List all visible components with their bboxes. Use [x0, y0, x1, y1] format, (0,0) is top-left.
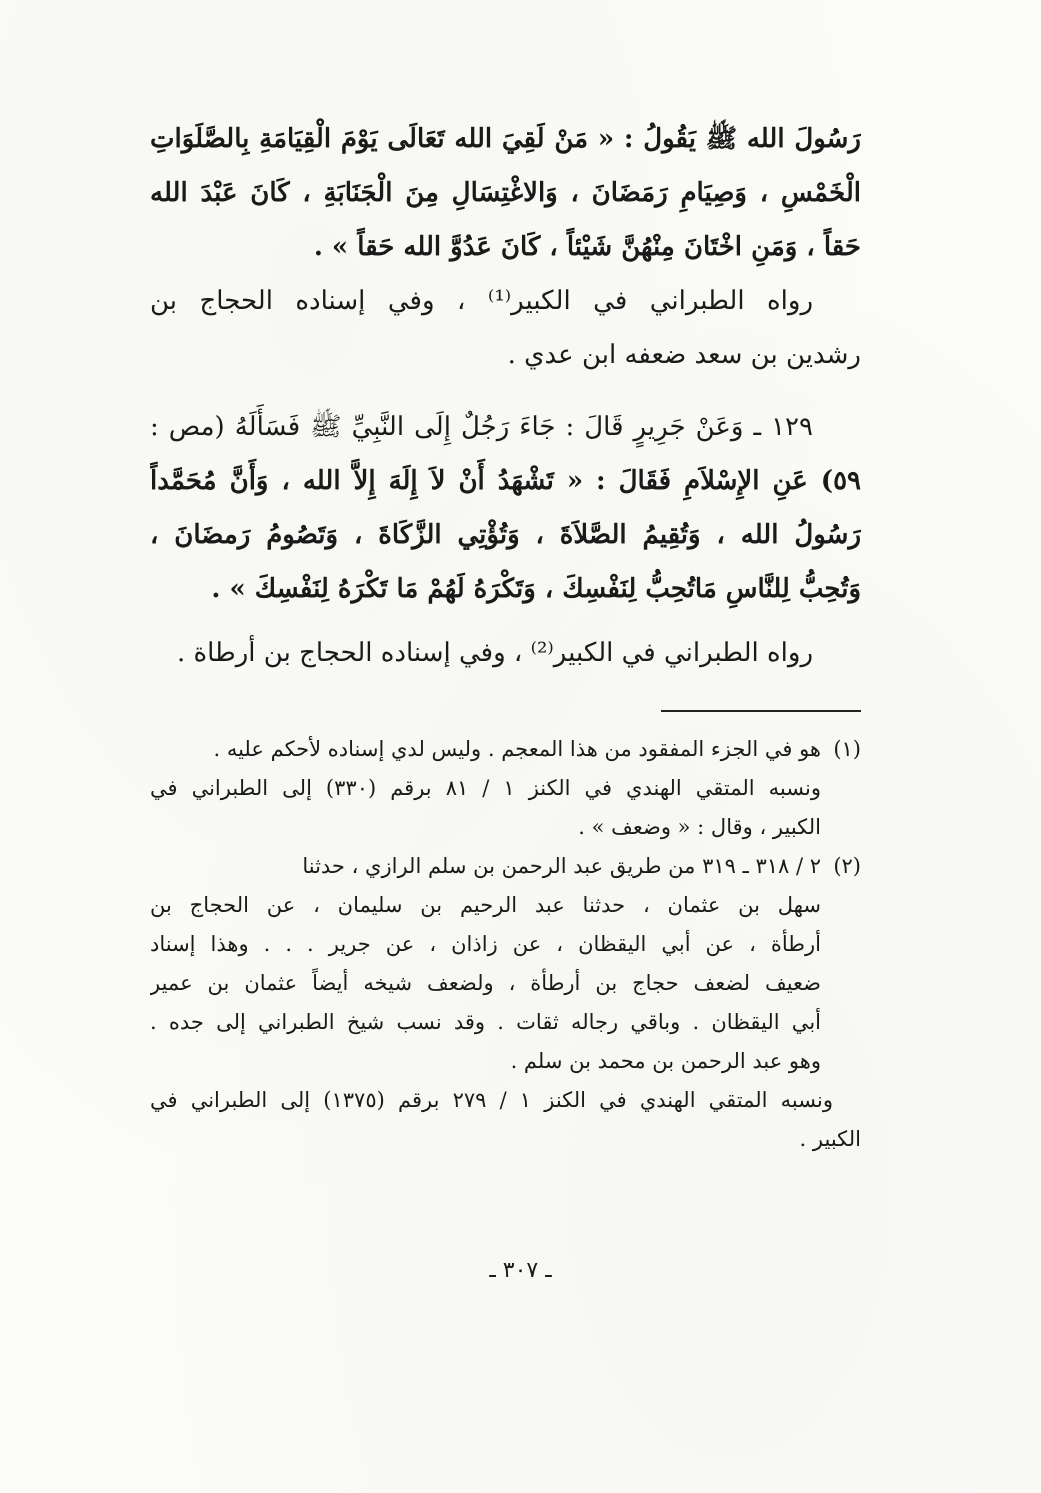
hadith-129	[150, 400, 861, 616]
footnote-line: أبي اليقظان . وباقي رجاله ثقات . وقد نسب شيخ الطبراني إلى جده .	[150, 1010, 821, 1034]
footnote-marker: (٢)	[833, 854, 861, 878]
footnote-line: أرطأة ، عن أبي اليقظان ، عن زاذان ، عن جرير . . . وهذا إسناد	[150, 932, 821, 956]
text-line: رَسُولُ الله ، وَتُقِيمُ الصَّلاَةَ ، وَتُؤْتِي الزَّكَاةَ ، وَتَصُومُ رَمضَانَ ،	[150, 520, 861, 550]
footnote-line: ونسبه المتقي الهندي في الكنز ١ / ٢٧٩ برقم (١٣٧٥) إلى الطبراني في	[150, 1088, 833, 1112]
footnotes	[150, 730, 861, 1159]
footnote-line: سهل بن عثمان ، حدثنا عبد الرحيم بن سليمان ، عن الحجاج بن	[150, 893, 821, 917]
footnote-line: ونسبه المتقي الهندي في الكنز ١ / ٨١ برقم (٣٣٠) إلى الطبراني في	[150, 776, 821, 800]
footnote-2	[150, 847, 861, 1159]
paragraph-spacer	[150, 616, 861, 626]
text-line: الْخَمْسِ ، وَصِيَامِ رَمَضَانَ ، وَالاغْتِسَالِ مِنَ الْجَنَابَةِ ، كَانَ عَبْدَ الله	[150, 178, 861, 208]
footnote-text: ٢ / ٣١٨ ـ ٣١٩ من طريق عبد الرحمن بن سلم الرازي ، حدثنا	[302, 854, 821, 878]
text-line: رشدين بن سعد ضعفه ابن عدي .	[507, 340, 861, 370]
text-line: رَسُولَ الله ﷺ يَقُولُ : « مَنْ لَقِيَ الله تَعَالَى يَوْمَ الْقِيَامَةِ بِالصَّلَوَاتِ	[150, 124, 861, 154]
commentary-1	[150, 274, 861, 382]
text-line: رواه الطبراني في الكبير⁽²⁾ ، وفي إسناده الحجاج بن أرطاة .	[176, 638, 813, 668]
page-content	[150, 112, 861, 1159]
footnote-line	[150, 730, 861, 769]
footnote-separator	[661, 710, 861, 712]
footnote-line	[150, 847, 861, 886]
footnote-line: وهو عبد الرحمن بن محمد بن سلم .	[510, 1049, 821, 1073]
section-spacer	[150, 382, 861, 400]
text-line: رواه الطبراني في الكبير⁽¹⁾ ، وفي إسناده الحجاج بن	[150, 286, 813, 316]
footnote-line: الكبير ، وقال : « وضعف » .	[578, 815, 821, 839]
hadith-continuation	[150, 112, 861, 274]
commentary-2	[150, 626, 861, 680]
footnote-line: ضعيف لضعف حجاج بن أرطأة ، ولضعف شيخه أيضاً عثمان بن عمير	[150, 971, 821, 995]
main-text	[150, 112, 861, 680]
text-line: حَقاً ، وَمَنِ اخْتَانَ مِنْهُنَّ شَيْئاً ، كَانَ عَدُوَّ الله حَقاً » .	[313, 232, 861, 262]
footnote-1	[150, 730, 861, 847]
footnote-text: هو في الجزء المفقود من هذا المعجم . وليس لدي إسناده لأحكم عليه .	[213, 737, 821, 761]
page-number: ـ ٣٠٧ ـ	[489, 1258, 552, 1283]
text-line: ٥٩) عَنِ الإِسْلاَمِ فَقَالَ : « تَشْهَدُ أَنْ لاَ إِلَهَ إِلاَّ الله ، وَأَنَّ مُحَمَّداً	[150, 466, 861, 496]
text-line: وَتُحِبُّ لِلنَّاسِ مَاتُحِبُّ لِنَفْسِكَ ، وَتَكْرَهُ لَهُمْ مَا تَكْرَهُ لِنَفْسِكَ » .	[211, 574, 861, 604]
text-line: ١٢٩ ـ وَعَنْ جَرِيرٍ قَالَ : جَاءَ رَجُلٌ إِلَى النَّبِيِّ ﷺ فَسَأَلَهُ (مص :	[150, 412, 813, 442]
footnote-line: الكبير .	[799, 1127, 861, 1151]
footnote-marker: (١)	[833, 737, 861, 761]
